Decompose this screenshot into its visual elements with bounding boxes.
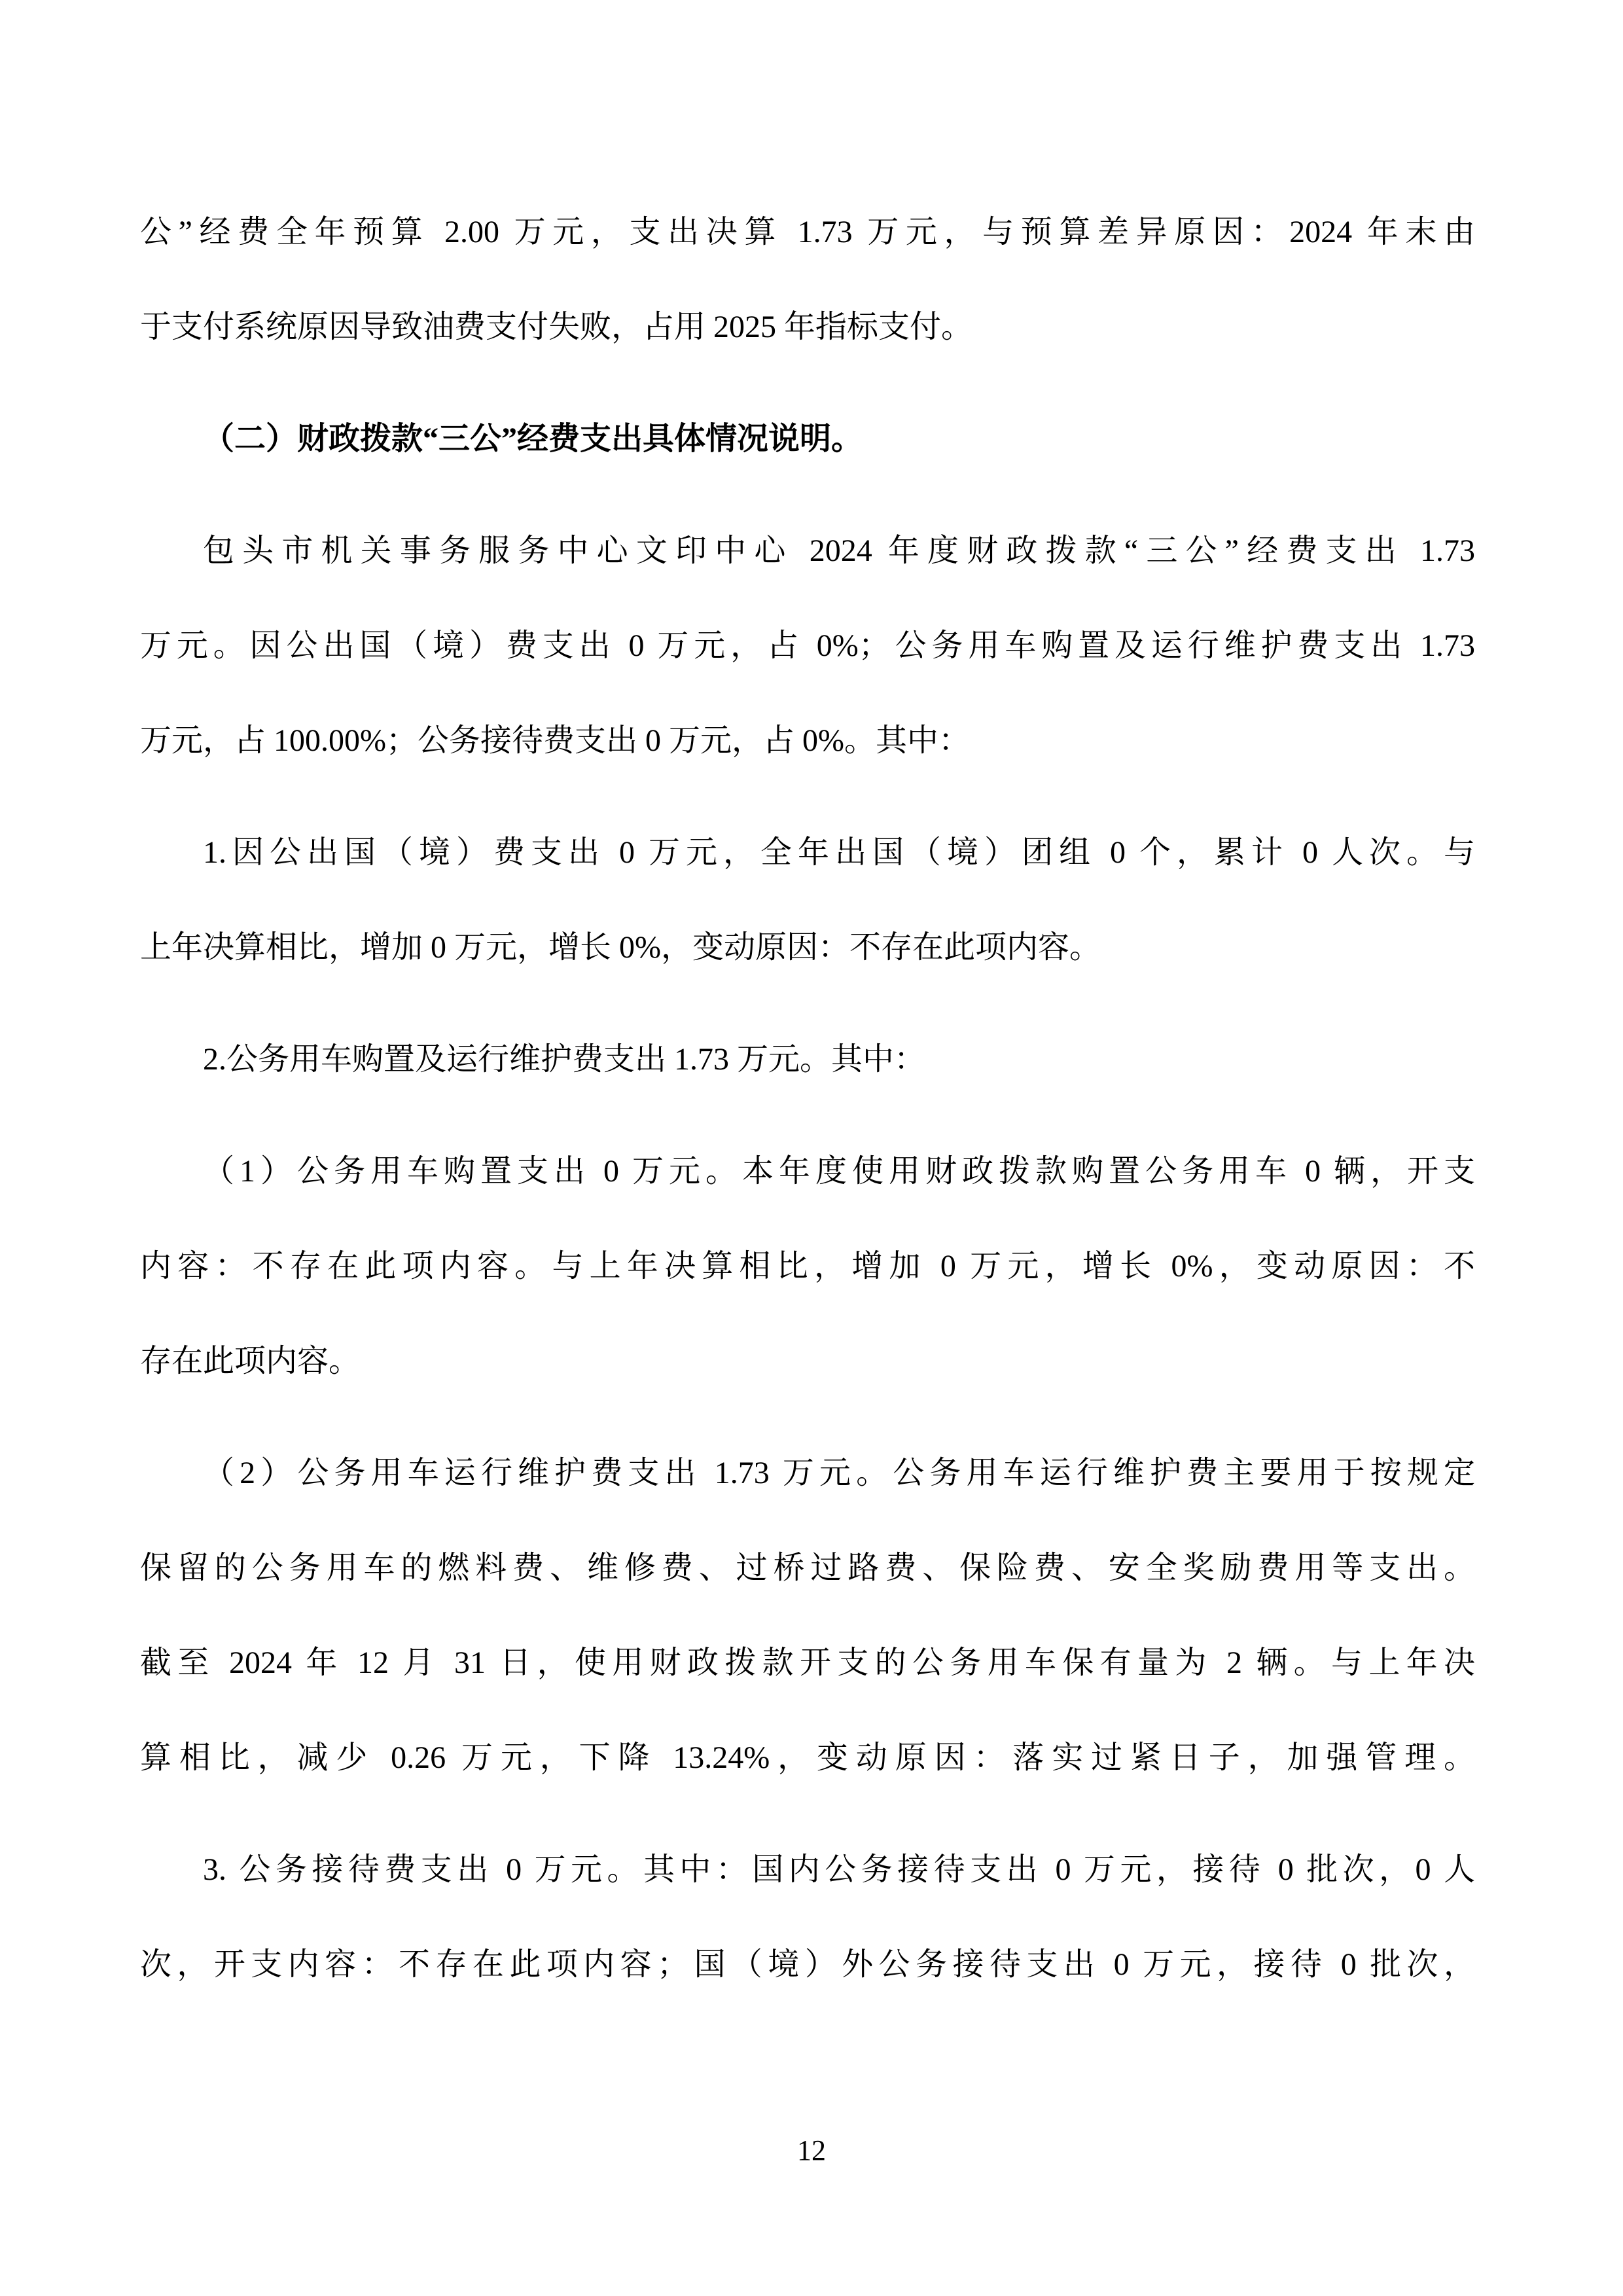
text-line: 2.公务用车购置及运行维护费支出 1.73 万元。其中： xyxy=(203,1042,926,1077)
paragraph-sangong-overview xyxy=(140,503,1475,788)
text-line: 次，开支内容：不存在此项内容；国（境）外公务接待支出 0 万元，接待 0 批次， xyxy=(140,1947,1475,1982)
text-line: 于支付系统原因导致油费支付失败，占用 2025 年指标支付。 xyxy=(140,310,973,344)
text-line: 内容：不存在此项内容。与上年决算相比，增加 0 万元，增长 0%，变动原因：不 xyxy=(140,1249,1475,1283)
paragraph-item3-reception xyxy=(140,1822,1475,2012)
text-line: 万元。因公出国（境）费支出 0 万元，占 0%；公务用车购置及运行维护费支出 1.73 xyxy=(140,628,1475,663)
text-line: 算相比，减少 0.26 万元，下降 13.24%，变动原因：落实过紧日子，加强管理。 xyxy=(140,1740,1475,1775)
text-line: 截至 2024 年 12 月 31 日，使用财政拨款开支的公务用车保有量为 2 辆。与上年决 xyxy=(140,1645,1475,1680)
document-body xyxy=(140,185,1475,2012)
page-number: 12 xyxy=(797,2134,826,2166)
text-line: 1.因公出国（境）费支出 0 万元，全年出国（境）团组 0 个，累计 0 人次。与 xyxy=(203,835,1475,870)
text-line: 保留的公务用车的燃料费、维修费、过桥过路费、保险费、安全奖励费用等支出。 xyxy=(140,1551,1475,1585)
paragraph-item2-2-maintenance xyxy=(140,1426,1475,1805)
page-footer xyxy=(0,2135,1623,2166)
text-line: 公”经费全年预算 2.00 万元，支出决算 1.73 万元，与预算差异原因：2024 年末由 xyxy=(140,215,1475,249)
text-line: （1）公务用车购置支出 0 万元。本年度使用财政拨款购置公务用车 0 辆，开支 xyxy=(203,1154,1475,1189)
paragraph-item2-1-purchase xyxy=(140,1124,1475,1408)
section-heading: （二）财政拨款“三公”经费支出具体情况说明。 xyxy=(203,422,863,456)
paragraph-item1-abroad xyxy=(140,805,1475,995)
text-line: 存在此项内容。 xyxy=(140,1344,361,1378)
text-line: 3. 公务接待费支出 0 万元。其中：国内公务接待支出 0 万元，接待 0 批次，0 人 xyxy=(203,1852,1475,1887)
text-line: 万元，占 100.00%；公务接待费支出 0 万元，占 0%。其中： xyxy=(140,723,970,758)
text-line: 上年决算相比，增加 0 万元，增长 0%，变动原因：不存在此项内容。 xyxy=(140,930,1101,965)
text-line: （2）公务用车运行维护费支出 1.73 万元。公务用车运行维护费主要用于按规定 xyxy=(203,1456,1475,1490)
text-line: 包头市机关事务服务中心文印中心 2024 年度财政拨款“三公”经费支出 1.73 xyxy=(203,533,1475,568)
paragraph-budget-continuation xyxy=(140,185,1475,374)
paragraph-item2-vehicle xyxy=(140,1012,1475,1107)
